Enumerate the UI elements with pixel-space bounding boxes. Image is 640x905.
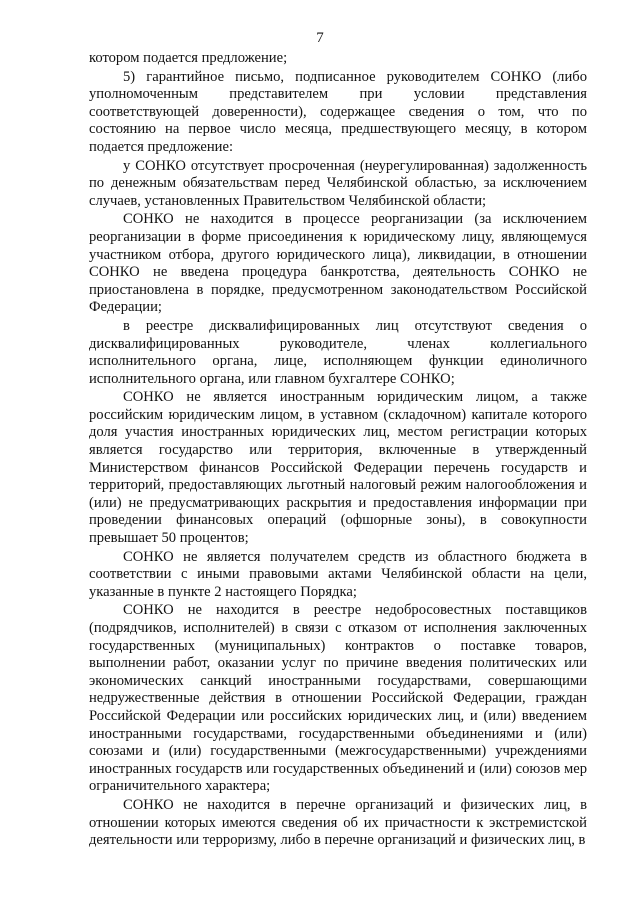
paragraph-no-overdue-debt: у СОНКО отсутствует просроченная (неурегулированная) задолженность по денежным обязательствам перед Челябинской областью, за исключением случаев, установленных Правительством Челябинской области;: [89, 157, 587, 209]
paragraph-not-budget-recipient: СОНКО не является получателем средств из областного бюджета в соответствии с иными правовыми актами Челябинской области на цели, указанные в пункте 2 настоящего Порядка;: [89, 548, 587, 600]
paragraph-not-foreign-entity: СОНКО не является иностранным юридическим лицом, а также российским юридическим лицом, в уставном (складочном) капитале которого доля участия иностранных юридических лиц, местом регистрации которых является государство или территория, включенные в утвержденный Министерством финансов Российской Федерации перечень государств и территорий, предоставляющих льготный налоговый режим налогообложения и (или) не предусматривающих раскрытия и предоставления информации при проведении финансовых операций (офшорные зоны), в совокупности превышает 50 процентов;: [89, 389, 587, 547]
paragraph-item-5-guarantee-letter: 5) гарантийное письмо, подписанное руководителем СОНКО (либо уполномоченным представителем при условии представления соответствующей доверенности), содержащее сведения о том, что по состоянию на первое число месяца, предшествующего месяцу, в котором подается предложение:: [89, 68, 587, 155]
paragraph-not-in-extremism-list: СОНКО не находится в перечне организаций и физических лиц, в отношении которых имеются сведения об их причастности к экстремистской деятельности или терроризму, либо в перечне организаций и физических лиц, в: [89, 796, 587, 849]
paragraph-disqualified-persons: в реестре дисквалифицированных лиц отсутствуют сведения о дисквалифицированных руководителе, членах коллегиального исполнительного органа, лице, исполняющем функции единоличного исполнительного органа, или главном бухгалтере СОНКО;: [89, 317, 587, 387]
document-body: [89, 50, 587, 851]
paragraph-not-in-unfair-suppliers-register: СОНКО не находится в реестре недобросовестных поставщиков (подрядчиков, исполнителей) в связи с отказом от исполнения заключенных государственных (муниципальных) контрактов о поставке товаров, выполнении работ, оказании услуг по причине введения политических или экономических санкций иностранными государствами, совершающими недружественные действия в отношении Российской Федерации, граждан Российской Федерации или российских юридических лиц, и (или) введением иностранными государствами, государственными объединениями и (или) союзами и (или) государственными (межгосударственными) учреждениями иностранных государств или государственных объединений и (или) союзов мер ограничительного характера;: [89, 602, 587, 795]
page-number: 7: [316, 30, 324, 46]
paragraph-no-reorganization: СОНКО не находится в процессе реорганизации (за исключением реорганизации в форме присоединения к юридическому лицу, являющемуся участником отбора, другого юридического лица), ликвидации, в отношении СОНКО не введена процедура банкротства, деятельность СОНКО не приостановлена в порядке, предусмотренном законодательством Российской Федерации;: [89, 211, 587, 316]
paragraph-continuation: котором подается предложение;: [89, 50, 288, 66]
